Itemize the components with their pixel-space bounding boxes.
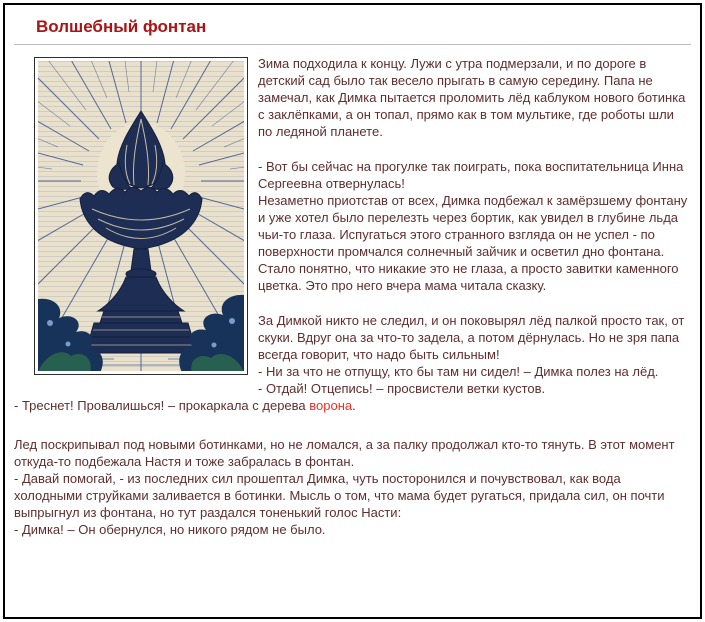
content-frame — [3, 3, 702, 619]
title-divider — [14, 44, 691, 45]
page-title: Волшебный фонтан — [36, 17, 207, 36]
fountain-illustration — [34, 57, 248, 375]
story-line: Лед поскрипывал под новыми ботинками, но не ломался, а за палку продолжал кто-то тянуть. В этот момент откуда-то подбежала Настя и тоже забралась в фонтан. — [14, 437, 675, 469]
dialog-line: - Ни за что не отпущу, кто бы там ни сидел! – Димка полез на лёд. — [258, 364, 659, 379]
story-line: - Давай помогай, - из последних сил прошептал Димка, чуть посторонился и почувствовал, как вода холодными струйками заливается в ботинки. Мысль о том, что мама будет ругаться, придала сил, он почти выпрыгнул из фонтана, но тут раздался тоненький голос Насти: — [14, 471, 665, 520]
crow-link[interactable]: ворона — [309, 398, 353, 413]
story-line: За Димкой никто не следил, и он поковырял лёд палкой просто так, от скуки. Вдруг она за что-то задела, а потом дёрнулась. Но не зря папа всегда говорит, что надо быть сильным! — [258, 313, 685, 362]
dialog-line-with-link — [14, 397, 691, 414]
dialog-text-before-link: - Треснет! Провалишься! – прокаркала с дерева — [14, 398, 310, 413]
story-line: - Вот бы сейчас на прогулке так поиграть, пока воспитательница Инна Сергеевна отвернулась! — [258, 159, 684, 191]
paragraph-intro: Зима подходила к концу. Лужи с утра подмерзали, и по дороге в детский сад было так весело прыгать в самую середину. Папа не замечал, как Димка пытается проломить лёд каблуком нового ботинка с заклёпками, а он топал, прямо как в том мультике, где роботы шли по ледяной планете. — [258, 56, 686, 139]
dialog-line: - Отдай! Отцепись! – просвистели ветки кустов. — [258, 381, 546, 396]
fountain-engraving-art — [38, 61, 244, 371]
story-text — [14, 55, 691, 538]
story-line: - Димка! – Он обернулся, но никого рядом не было. — [14, 522, 326, 537]
dialog-text-after-link: . — [352, 398, 356, 413]
fountain-engraving-image — [38, 61, 244, 371]
story-line: Незаметно приотстав от всех, Димка подбежал к замёрзшему фонтану и уже хотел было перелезть через бортик, как увидел в глубине льда чьи-то глаза. Испугаться этого странного взгляда он не успел - по поверхности промчался солнечный зайчик и осветил дно фонтана. Стало понятно, что никакие это не глаза, а просто завитки каменного цветка. Это про него вчера мама читала сказку. — [258, 193, 688, 293]
paragraph-ending — [14, 436, 691, 538]
